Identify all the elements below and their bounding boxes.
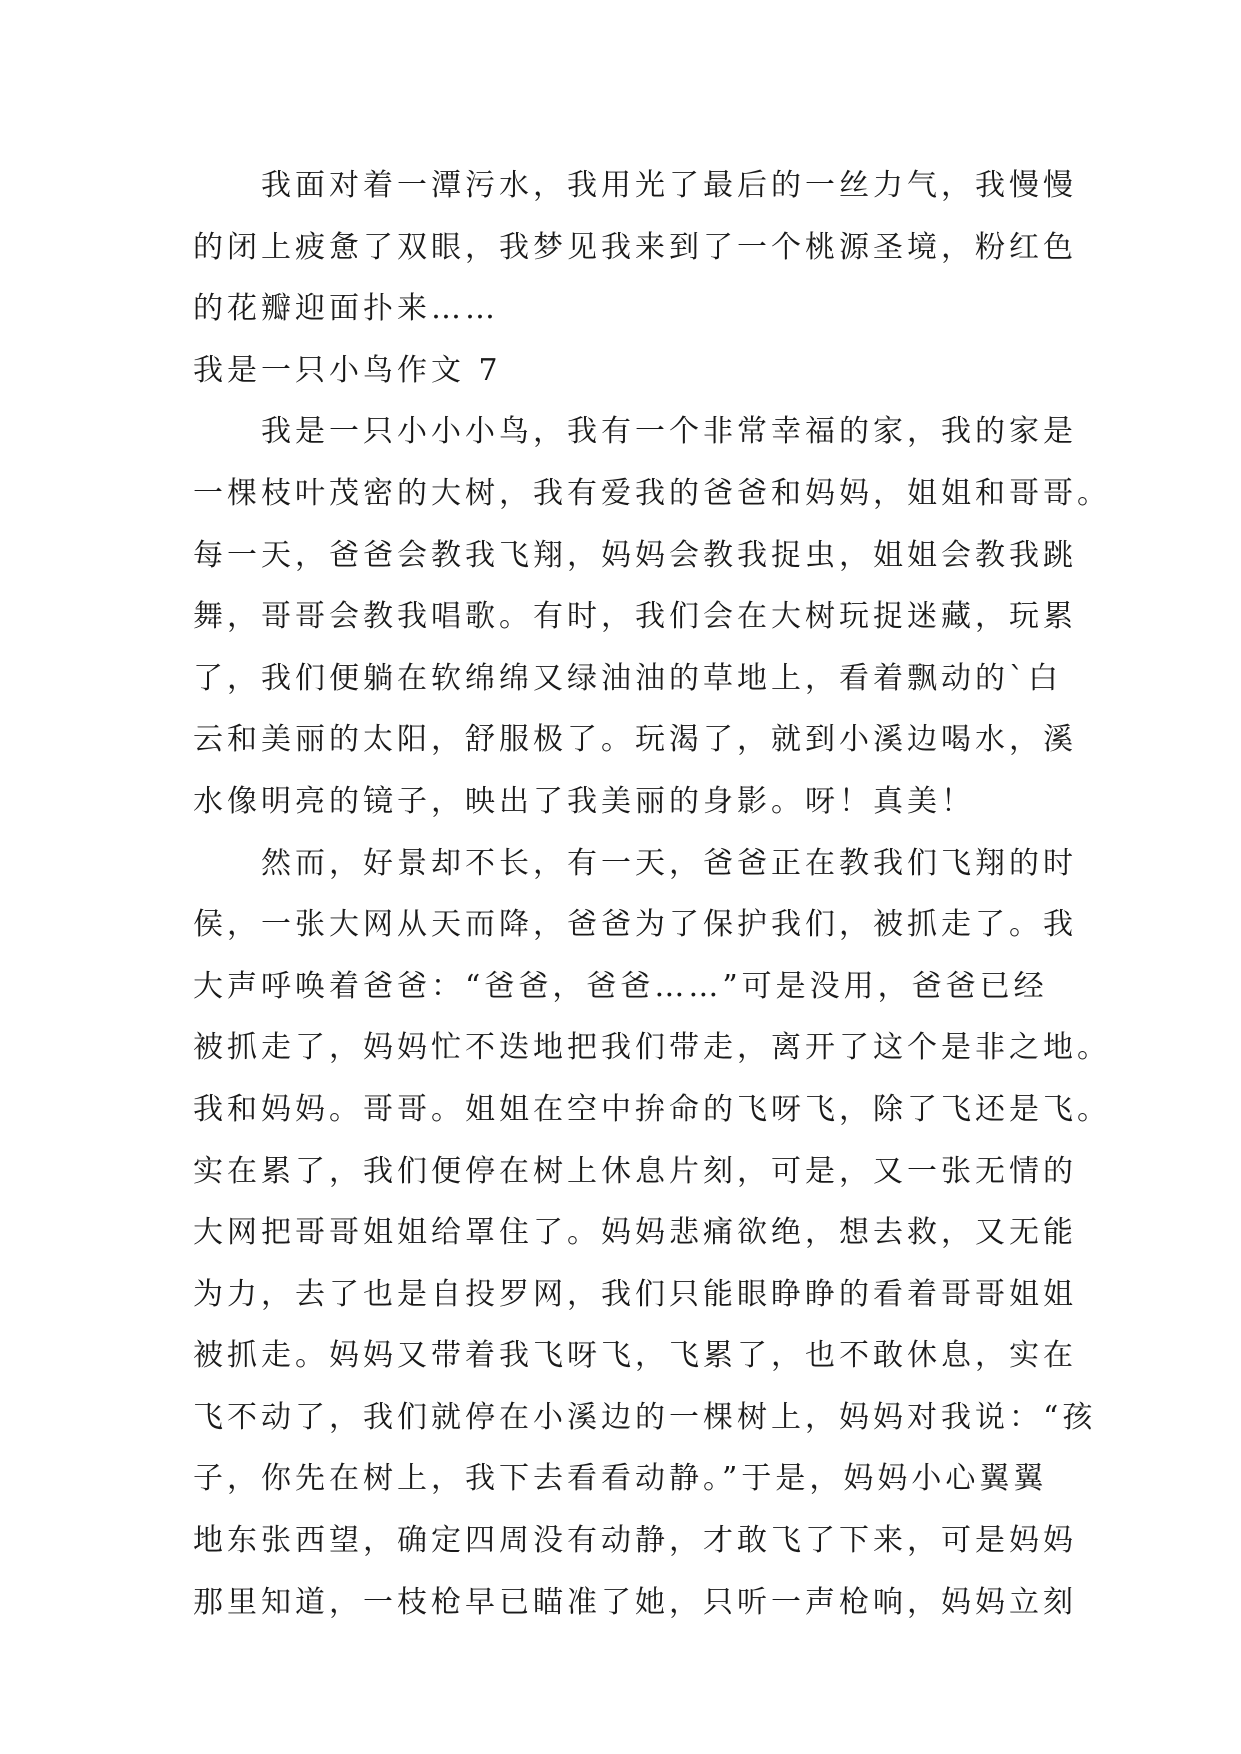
paragraph-line: 为力，去了也是自投罗网，我们只能眼睁睁的看着哥哥姐姐: [193, 1276, 1077, 1312]
paragraph-line: 舞，哥哥会教我唱歌。有时，我们会在大树玩捉迷藏，玩累: [193, 599, 1077, 635]
paragraph-line: 地东张西望，确定四周没有动静，才敢飞了下来，可是妈妈: [193, 1523, 1077, 1559]
paragraph-line: 的花瓣迎面扑来……: [193, 291, 499, 327]
paragraph-line: 一棵枝叶茂密的大树，我有爱我的爸爸和妈妈，姐姐和哥哥。: [193, 475, 1111, 511]
section-heading: 我是一只小鸟作文 7: [193, 352, 502, 388]
paragraph-line: 大声呼唤着爸爸：“爸爸，爸爸……”可是没用，爸爸已经: [193, 968, 1048, 1004]
paragraph-line: 那里知道，一枝枪早已瞄准了她，只听一声枪响，妈妈立刻: [193, 1584, 1077, 1620]
paragraph-line: 飞不动了，我们就停在小溪边的一棵树上，妈妈对我说：“孩: [193, 1399, 1097, 1435]
paragraph-line: 大网把哥哥姐姐给罩住了。妈妈悲痛欲绝，想去救，又无能: [193, 1215, 1077, 1251]
paragraph-line: 被抓走了，妈妈忙不迭地把我们带走，离开了这个是非之地。: [193, 1030, 1111, 1066]
paragraph-line: 的闭上疲惫了双眼，我梦见我来到了一个桃源圣境，粉红色: [193, 229, 1077, 265]
paragraph-line: 我面对着一潭污水，我用光了最后的一丝力气，我慢慢: [261, 168, 1077, 203]
paragraph-line: 水像明亮的镜子，映出了我美丽的身影。呀！真美！: [193, 783, 975, 819]
paragraph-line: 侯，一张大网从天而降，爸爸为了保护我们，被抓走了。我: [193, 907, 1077, 943]
paragraph-line: 然而，好景却不长，有一天，爸爸正在教我们飞翔的时: [261, 845, 1077, 881]
paragraph-line: 我是一只小小小鸟，我有一个非常幸福的家，我的家是: [261, 414, 1077, 450]
paragraph-line: 子，你先在树上，我下去看看动静。”于是，妈妈小心翼翼: [193, 1461, 1048, 1497]
paragraph-line: 实在累了，我们便停在树上休息片刻，可是，又一张无情的: [193, 1153, 1077, 1189]
document-body: [193, 155, 1111, 1633]
paragraph-line: 云和美丽的太阳，舒服极了。玩渴了，就到小溪边喝水，溪: [193, 722, 1077, 758]
paragraph-line: 我和妈妈。哥哥。姐姐在空中拚命的飞呀飞，除了飞还是飞。: [193, 1091, 1111, 1127]
paragraph-line: 每一天，爸爸会教我飞翔，妈妈会教我捉虫，姐姐会教我跳: [193, 537, 1077, 573]
paragraph-line: 被抓走。妈妈又带着我飞呀飞，飞累了，也不敢休息，实在: [193, 1338, 1077, 1374]
paragraph-line: 了，我们便躺在软绵绵又绿油油的草地上，看着飘动的`白: [193, 660, 1062, 696]
